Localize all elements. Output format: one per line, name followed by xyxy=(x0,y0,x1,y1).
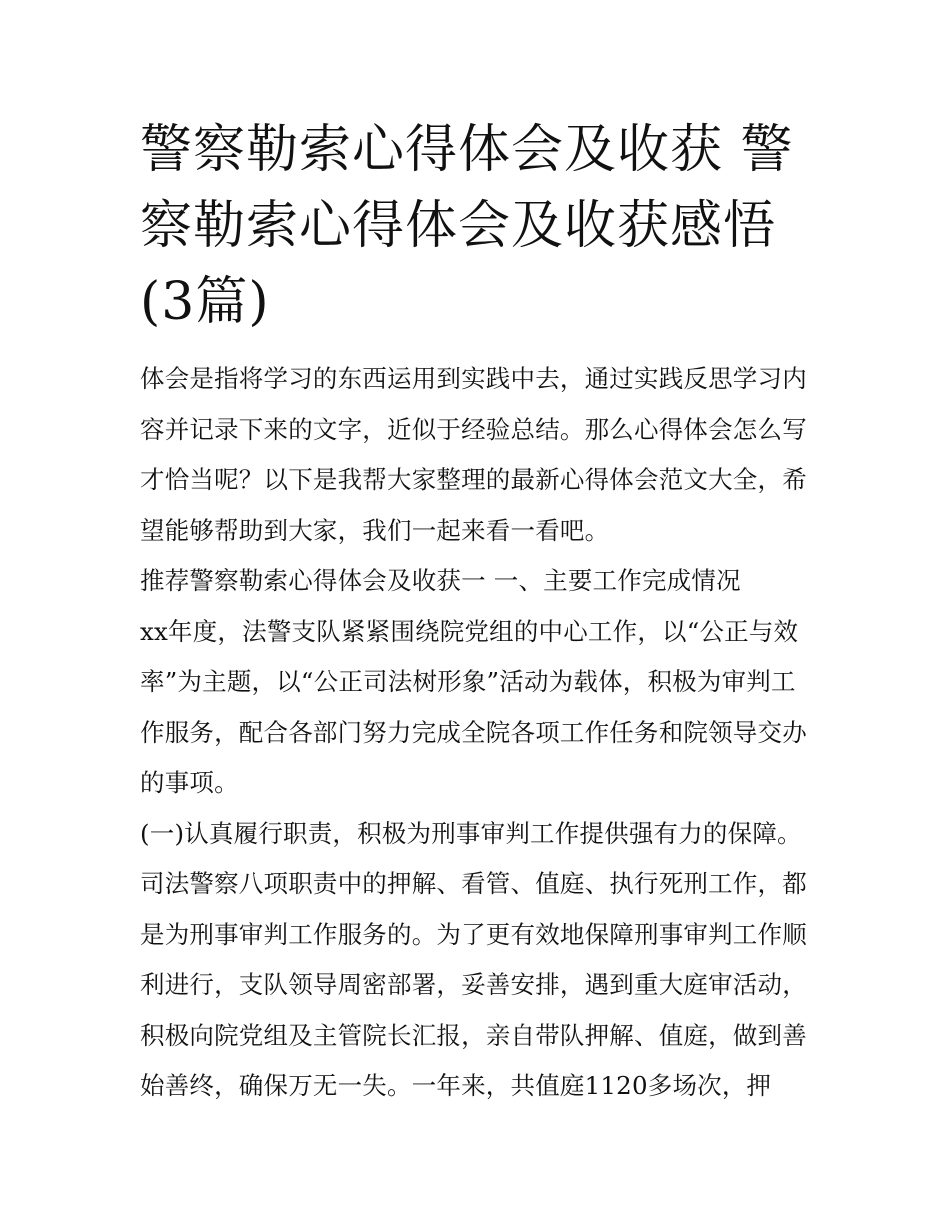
subsection-heading: (一)认真履行职责，积极为刑事审判工作提供强有力的保障。 xyxy=(140,818,802,848)
document-title: 警察勒索心得体会及收获 警察勒索心得体会及收获感悟(3篇) xyxy=(140,120,794,332)
section-heading: 推荐警察勒索心得体会及收获一 一、主要工作完成情况 xyxy=(140,566,741,595)
body-paragraph: 司法警察八项职责中的押解、看管、值庭、执行死刑工作，都是为刑事审判工作服务的。为了更有效地保障刑事审判工作顺利进行，支队领导周密部署，妥善安排，遇到重大庭审活动，积极向院党组及主管院长汇报，亲自带队押解、值庭，做到善始善终，确保万无一失。一年来，共值庭1120多场次，押 xyxy=(140,869,807,1100)
intro-paragraph: 体会是指将学习的东西运用到实践中去，通过实践反思学习内容并记录下来的文字，近似于经验总结。那么心得体会怎么写才恰当呢？以下是我帮大家整理的最新心得体会范文大全，希望能够帮助到大家，我们一起来看一看吧。 xyxy=(140,364,807,545)
document-page xyxy=(140,112,812,1112)
body-paragraph: xx年度，法警支队紧紧围绕院党组的中心工作，以“公正与效率”为主题，以“公正司法树形象”活动为载体，积极为审判工作服务，配合各部门努力完成全院各项工作任务和院领导交办的事项。 xyxy=(140,616,807,797)
